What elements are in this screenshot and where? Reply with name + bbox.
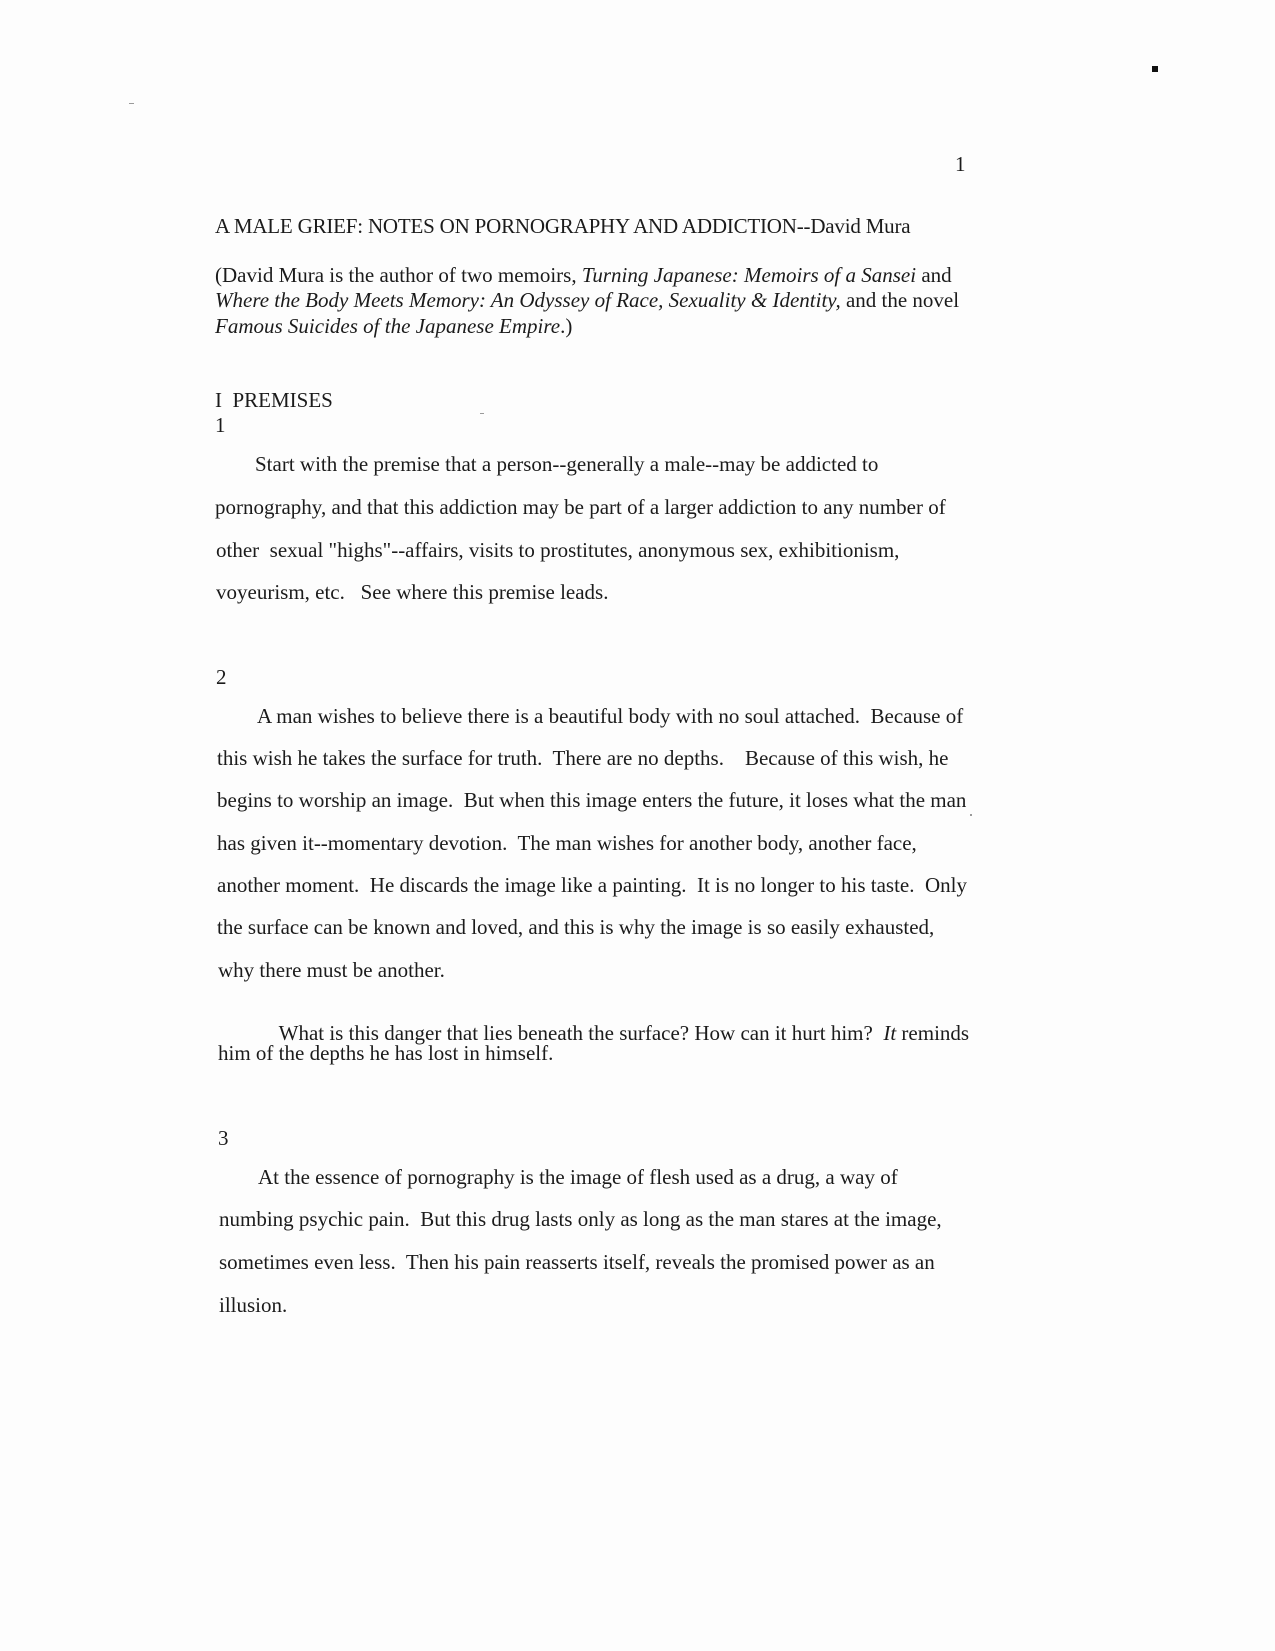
book-title: Famous Suicides of the Japanese Empire [215,314,561,338]
paragraph-text: reminds [896,1021,970,1045]
paragraph-line: numbing psychic pain. But this drug lasts only as long as the man stares at the image, [219,1207,942,1231]
emphasis-text: It [883,1021,897,1045]
paragraph-line: voyeurism, etc. See where this premise leads. [216,580,609,604]
paragraph-line: him of the depths he has lost in himself. [218,1041,554,1065]
author-note-line-1 [215,263,952,287]
paragraph-line: begins to worship an image. But when this image enters the future, it loses what the man [217,788,967,812]
author-note-text: and the novel [840,288,960,312]
paragraph-line: another moment. He discards the image like a painting. It is no longer to his taste. Only [217,873,968,897]
paragraph-line: At the essence of pornography is the image of flesh used as a drug, a way of [258,1165,898,1189]
paragraph-line: other sexual "highs"--affairs, visits to prostitutes, anonymous sex, exhibitionism, [216,538,900,562]
paragraph-line: pornography, and that this addiction may be part of a larger addiction to any number of [215,495,946,519]
book-title: Where the Body Meets Memory: An Odyssey of Race, Sexuality & Identity, [215,288,841,312]
author-note-line-2 [215,288,959,312]
section-heading: I PREMISES [215,388,333,412]
author-note-text: and [916,263,952,287]
paragraph-line: illusion. [219,1293,288,1317]
section-number: 2 [216,665,227,689]
section-number: 1 [215,413,226,437]
scan-speck [129,103,134,104]
scan-mark [1152,66,1158,72]
paragraph-text: What is this danger that lies beneath the surface? How can it hurt him? [278,1021,884,1045]
paragraph-line: why there must be another. [218,958,445,982]
scan-speck [970,814,972,816]
author-note-text: .) [560,314,573,338]
paragraph-line: Start with the premise that a person--generally a male--may be addicted to [255,452,879,476]
paragraph-line: has given it--momentary devotion. The man wishes for another body, another face, [217,831,917,855]
paragraph-line: this wish he takes the surface for truth. There are no depths. Because of this wish, he [217,746,949,770]
book-title: Turning Japanese: Memoirs of a Sansei [581,263,917,287]
document-title: A MALE GRIEF: NOTES ON PORNOGRAPHY AND ADDICTION--David Mura [215,214,911,238]
paragraph-line: the surface can be known and loved, and this is why the image is so easily exhausted, [217,915,935,939]
section-number: 3 [218,1126,229,1150]
author-note-line-3 [215,314,572,338]
author-note-text: (David Mura is the author of two memoirs, [215,263,582,287]
page-number: 1 [955,152,966,176]
paragraph-line: sometimes even less. Then his pain reasserts itself, reveals the promised power as an [219,1250,935,1274]
scan-speck [480,413,484,414]
paragraph-line: A man wishes to believe there is a beautiful body with no soul attached. Because of [257,704,964,728]
